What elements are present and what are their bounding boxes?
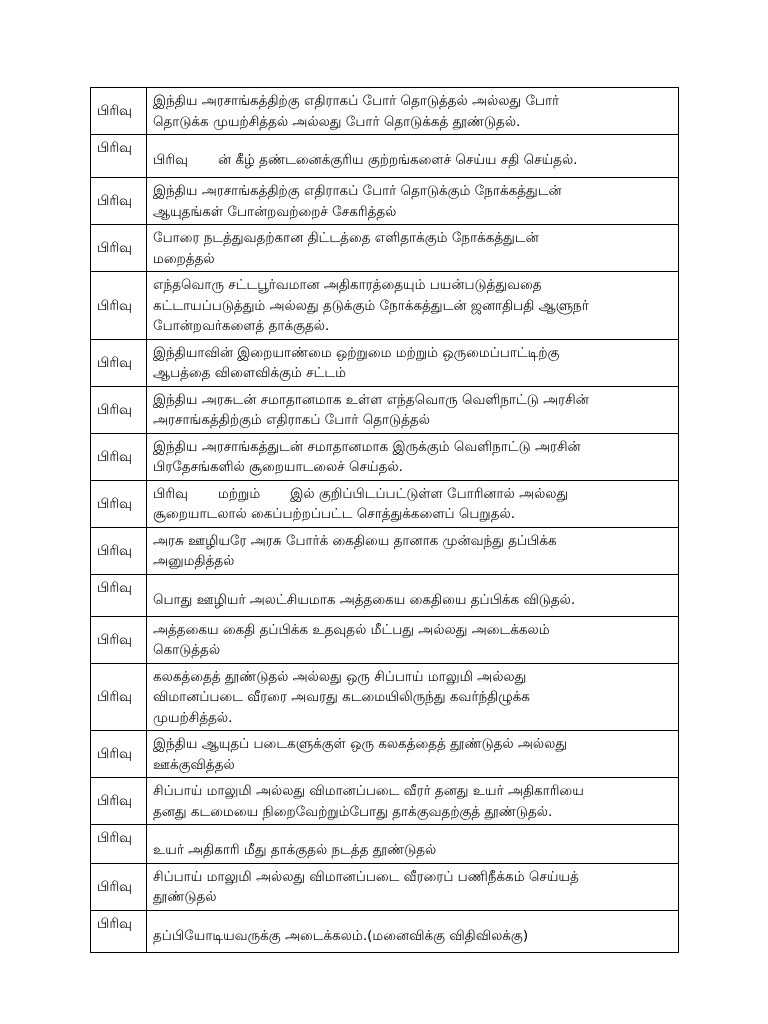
section-description: அரசு ஊழியரே அரசு போர்க் கைதியை தானாக முன்வந்து தப்பிக்க அனுமதித்தல்: [147, 527, 679, 574]
table-row: [91, 731, 679, 778]
table-row: [91, 88, 679, 135]
section-label: பிரிவு: [91, 663, 147, 731]
section-label: பிரிவு: [91, 480, 147, 527]
section-label: பிரிவு: [91, 825, 147, 864]
table-row: [91, 480, 679, 527]
section-description: பிரிவு மற்றும் இல் குறிப்பிடப்பட்டுள்ள போரினால் அல்லது சூறையாடலால் கைப்பற்றப்பட்ட சொத்துக்களைப் பெறுதல்.: [147, 480, 679, 527]
section-label: பிரிவு: [91, 731, 147, 778]
table-row: [91, 178, 679, 225]
section-label: பிரிவு: [91, 88, 147, 135]
section-label: பிரிவு: [91, 910, 147, 952]
section-description: தப்பியோடியவருக்கு அடைக்கலம்.(மனைவிக்கு விதிவிலக்கு): [147, 910, 679, 952]
table-row: [91, 135, 679, 178]
section-description: எந்தவொரு சட்டபூர்வமான அதிகாரத்தையும் பயன்படுத்துவதை கட்டாயப்படுத்தும் அல்லது தடுக்கும் நோக்கத்துடன் ஜனாதிபதி ஆளுநர் போன்றவர்களைத் தாக்குதல்.: [147, 272, 679, 340]
table-row: [91, 574, 679, 616]
section-label: பிரிவு: [91, 433, 147, 480]
sections-table: [90, 87, 679, 953]
section-label: பிரிவு: [91, 616, 147, 663]
table-row: [91, 616, 679, 663]
section-label: பிரிவு: [91, 574, 147, 616]
section-description: இந்திய அரசுடன் சமாதானமாக உள்ள எந்தவொரு வெளிநாட்டு அரசின் அரசாங்கத்திற்கும் எதிராகப் போர் தொடுத்தல்: [147, 386, 679, 433]
table-row: [91, 863, 679, 910]
section-description: இந்திய ஆயுதப் படைகளுக்குள் ஒரு கலகத்தைத் தூண்டுதல் அல்லது ஊக்குவித்தல்: [147, 731, 679, 778]
section-label: பிரிவு: [91, 135, 147, 178]
section-label: பிரிவு: [91, 178, 147, 225]
section-description: பிரிவு ன் கீழ் தண்டனைக்குரிய குற்றங்களைச் செய்ய சதி செய்தல்.: [147, 135, 679, 178]
section-description: இந்தியாவின் இறையாண்மை ஒற்றுமை மற்றும் ஒருமைப்பாட்டிற்கு ஆபத்தை விளைவிக்கும் சட்டம்: [147, 339, 679, 386]
section-description: பொது ஊழியர் அலட்சியமாக அத்தகைய கைதியை தப்பிக்க விடுதல்.: [147, 574, 679, 616]
section-description: சிப்பாய் மாலுமி அல்லது விமானப்படை வீரரைப் பணிநீக்கம் செய்யத் தூண்டுதல்: [147, 863, 679, 910]
table-row: [91, 663, 679, 731]
table-row: [91, 825, 679, 864]
table-row: [91, 225, 679, 272]
section-label: பிரிவு: [91, 778, 147, 825]
table-row: [91, 527, 679, 574]
section-description: சிப்பாய் மாலுமி அல்லது விமானப்படை வீரர் தனது உயர் அதிகாரியை தனது கடமையை நிறைவேற்றும்போது தாக்குவதற்குத் தூண்டுதல்.: [147, 778, 679, 825]
section-description: இந்திய அரசாங்கத்திற்கு எதிராகப் போர் தொடுத்தல் அல்லது போர் தொடுக்க முயற்சித்தல் அல்லது போர் தொடுக்கத் தூண்டுதல்.: [147, 88, 679, 135]
table-row: [91, 386, 679, 433]
table-row: [91, 910, 679, 952]
section-description: போரை நடத்துவதற்கான திட்டத்தை எளிதாக்கும் நோக்கத்துடன் மறைத்தல்: [147, 225, 679, 272]
section-label: பிரிவு: [91, 527, 147, 574]
table-row: [91, 272, 679, 340]
section-label: பிரிவு: [91, 272, 147, 340]
section-label: பிரிவு: [91, 225, 147, 272]
section-label: பிரிவு: [91, 339, 147, 386]
table-row: [91, 778, 679, 825]
section-description: இந்திய அரசாங்கத்துடன் சமாதானமாக இருக்கும் வெளிநாட்டு அரசின் பிரதேசங்களில் சூறையாடலைச் செய்தல்.: [147, 433, 679, 480]
section-description: இந்திய அரசாங்கத்திற்கு எதிராகப் போர் தொடுக்கும் நோக்கத்துடன் ஆயுதங்கள் போன்றவற்றைச் சேகரித்தல்: [147, 178, 679, 225]
section-description: அத்தகைய கைதி தப்பிக்க உதவுதல் மீட்பது அல்லது அடைக்கலம் கொடுத்தல்: [147, 616, 679, 663]
section-description: கலகத்தைத் தூண்டுதல் அல்லது ஒரு சிப்பாய் மாலுமி அல்லது விமானப்படை வீரரை அவரது கடமையிலிருந்து கவர்ந்திழுக்க முயற்சித்தல்.: [147, 663, 679, 731]
section-description: உயர் அதிகாரி மீது தாக்குதல் நடத்த தூண்டுதல்: [147, 825, 679, 864]
table-row: [91, 433, 679, 480]
section-label: பிரிவு: [91, 386, 147, 433]
table-row: [91, 339, 679, 386]
section-label: பிரிவு: [91, 863, 147, 910]
